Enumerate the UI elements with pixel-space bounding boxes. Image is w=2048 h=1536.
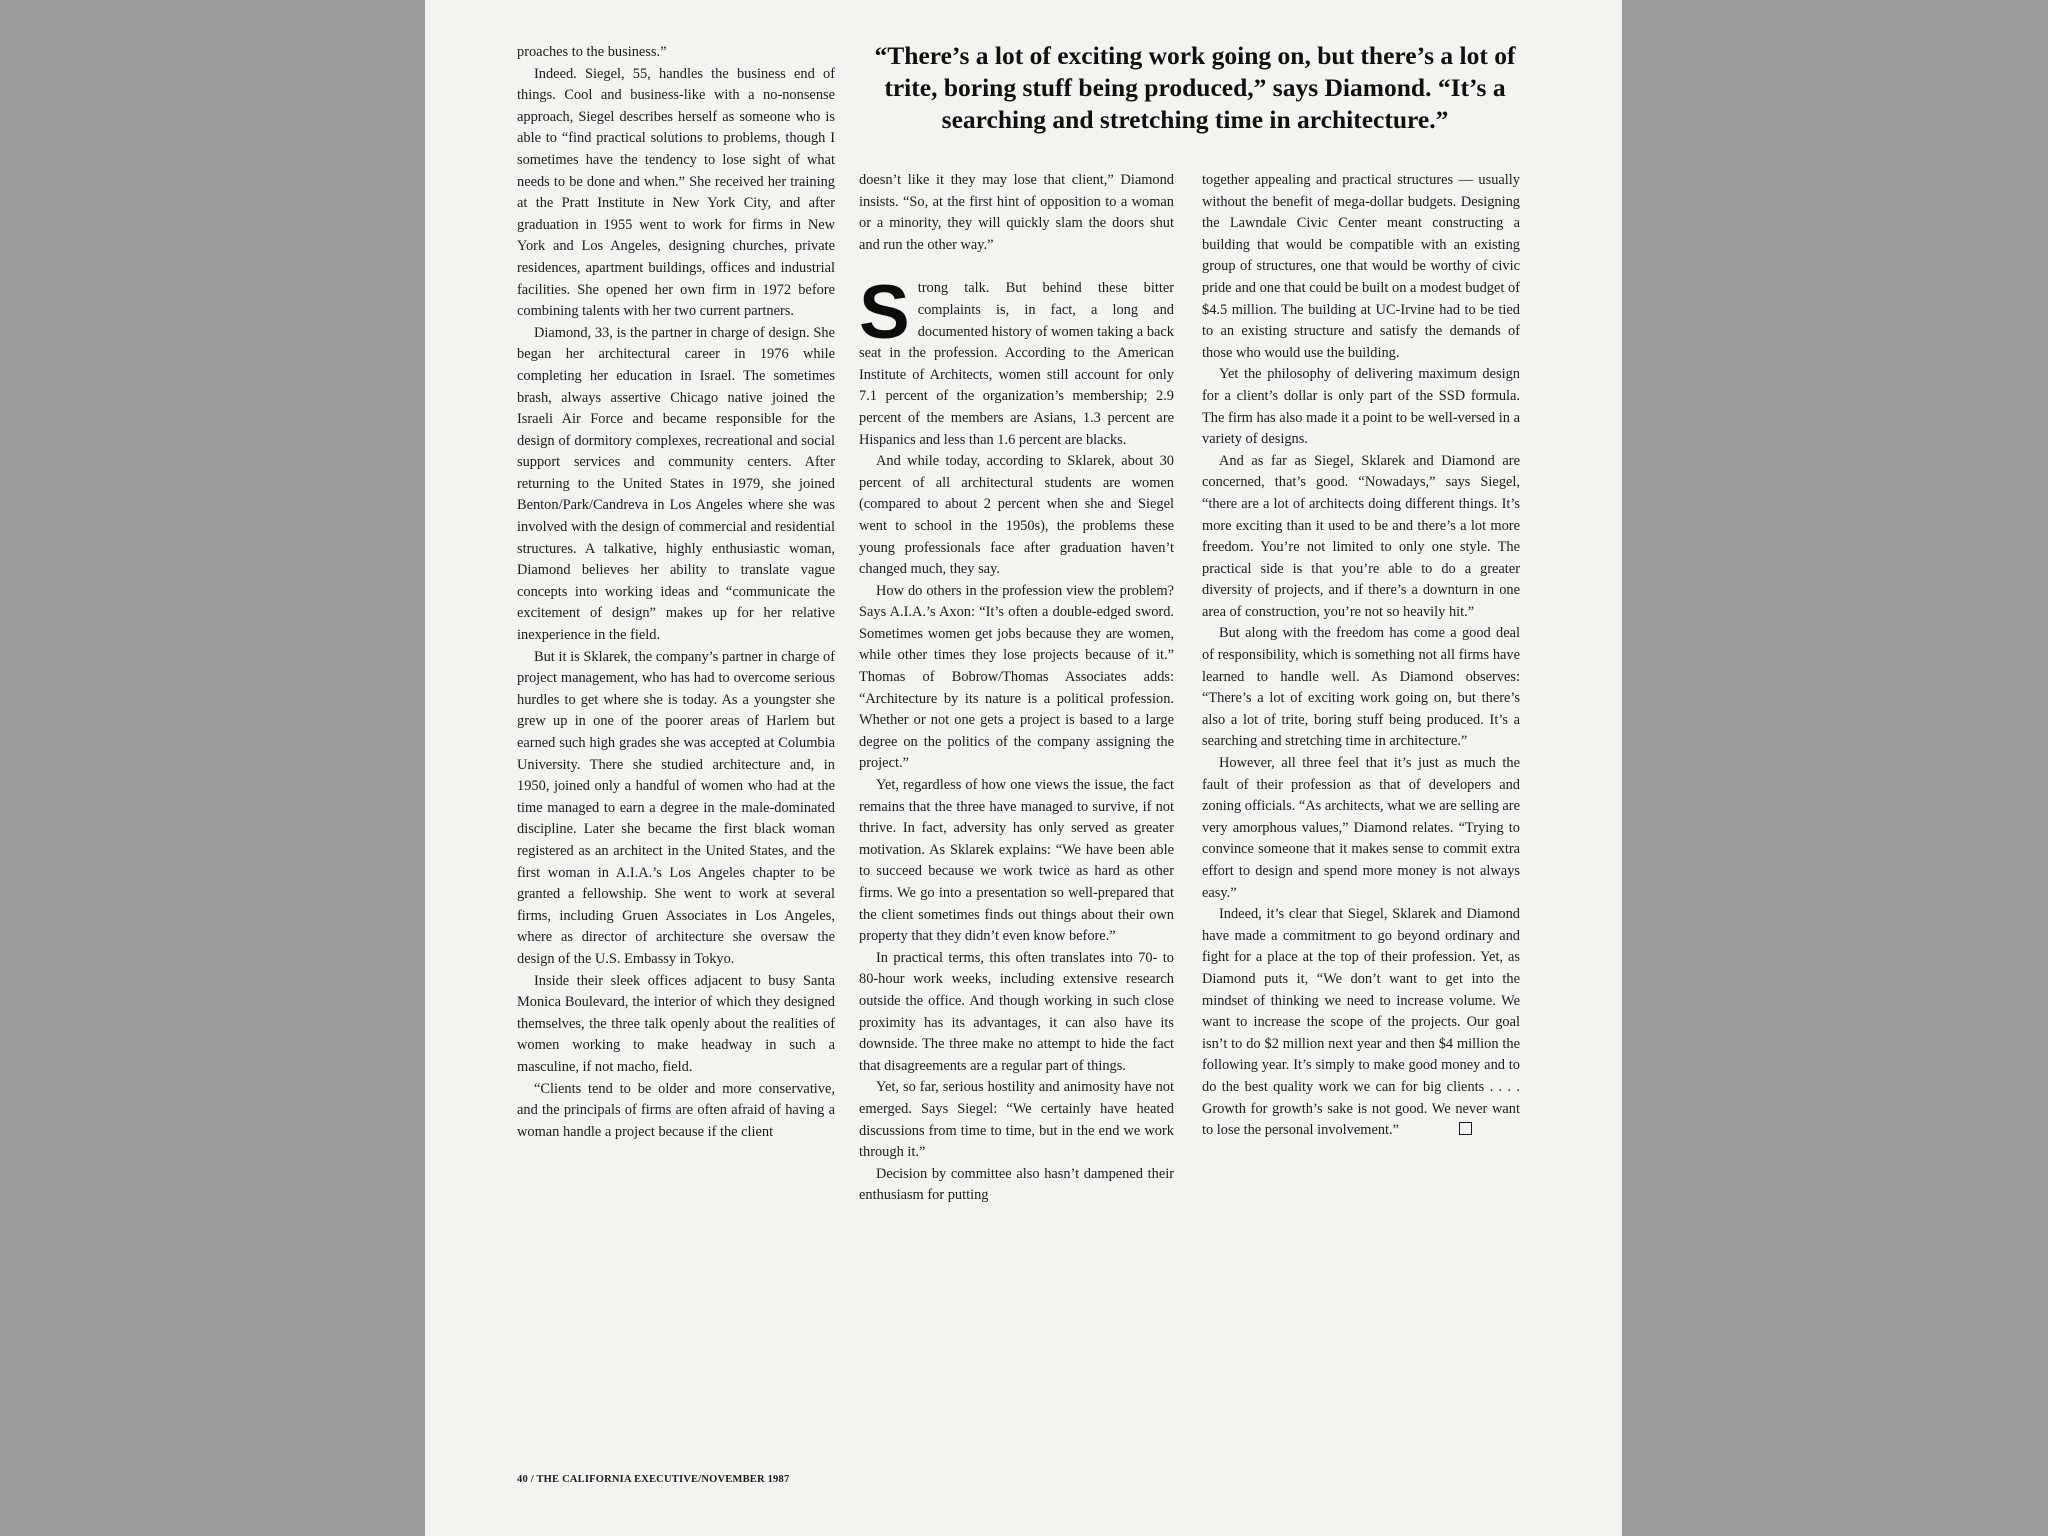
paragraph: However, all three feel that it’s just as much the fault of their profession as that of developers and zoning officials. “As architects, what we are selling are very amorphous values,” Diamond relates. “Trying to convince someone that it makes sense to commit extra effort to design and spend more money is not always easy.”	[1202, 755, 1520, 901]
paragraph: In practical terms, this often translates into 70- to 80-hour work weeks, including extensive research outside the office. And though working in such close proximity has its advantages, it can also have its downside. The three make no attempt to hide the fact that disagreements are a regular part of things.	[859, 949, 1174, 1074]
paragraph: “Clients tend to be older and more conservative, and the principals of firms are often afraid of having a woman handle a project because if the client	[517, 1080, 835, 1140]
paragraph: But it is Sklarek, the company’s partner in charge of project management, who has had to overcome serious hurdles to get where she is today. As a youngster she grew up in one of the poorer areas of Harlem but earned such high grades she was accepted at Columbia University. There she studied architecture and, in 1950, joined only a handful of women who had at the time managed to earn a degree in the male-dominated discipline. Later she became the first black woman registered as an architect in the United States, and the first woman in A.I.A.’s Los Angeles chapter to be granted a fellowship. She went to work at several firms, including Gruen Associates in Los Angeles, where as director of architecture she oversaw the design of the U.S. Embassy in Tokyo.	[517, 648, 835, 967]
final-paragraph	[1202, 904, 1520, 1142]
article-column-2	[859, 170, 1174, 1207]
final-paragraph-text: Indeed, it’s clear that Siegel, Sklarek and Diamond have made a commitment to go beyond ordinary and fight for a place at the top of their profession. Yet, as Diamond puts it, “We don’t want to get into the mindset of thinking we need to increase volume. We want to increase the scope of the projects. Our goal isn’t to do $2 million next year and then $4 million the following year. It’s simply to make good money and to do the best quality work we can for big clients . . . . Growth for growth’s sake is not good. We never want to lose the personal involvement.”	[1202, 906, 1520, 1139]
drop-cap-letter: S	[859, 270, 910, 356]
end-of-article-mark-icon	[1459, 1122, 1472, 1135]
paragraph: doesn’t like it they may lose that client,” Diamond insists. “So, at the first hint of opposition to a woman or a minority, they will quickly slam the doors shut and run the other way.”	[859, 172, 1174, 253]
magazine-page	[425, 0, 1622, 1536]
paragraph: And while today, according to Sklarek, about 30 percent of all architectural students are women (compared to about 2 percent when she and Siegel went to school in the 1950s), the problems these young professionals face after graduation haven’t changed much, they say.	[859, 453, 1174, 578]
paragraph: And as far as Siegel, Sklarek and Diamond are concerned, that’s good. “Nowadays,” says Siegel, “there are a lot of architects doing different things. It’s more exciting than it used to be and there’s a lot more freedom. You’re not limited to only one style. The practical side is that you’re able to do a greater diversity of projects, and if there’s a downturn in one area of construction, you’re not so heavily hit.”	[1202, 452, 1520, 620]
paragraph: Indeed. Siegel, 55, handles the business end of things. Cool and business-like with a no-nonsense approach, Siegel describes herself as someone who is able to “find practical solutions to problems, though I sometimes have the tendency to lose sight of what needs to be done and when.” She received her training at the Pratt Institute in New York City, and after graduation in 1955 went to work for firms in New York and Los Angeles, designing churches, private residences, apartment buildings, offices and industrial facilities. She opened her own firm in 1972 before combining talents with her two current partners.	[517, 65, 835, 320]
paragraph: But along with the freedom has come a good deal of responsibility, which is something not all firms have learned to handle well. As Diamond observes: “There’s a lot of exciting work going on, but there’s also a lot of trite, boring stuff being produced. It’s a searching and stretching time in architecture.”	[1202, 625, 1520, 750]
paragraph: together appealing and practical structures — usually without the benefit of mega-dollar budgets. Designing the Lawndale Civic Center meant constructing a building that would be compatible with an existing group of structures, one that would be worthy of civic pride and one that could be built on a modest budget of $4.5 million. The building at UC-Irvine had to be tied to an existing structure and satisfy the demands of those who would use the building.	[1202, 172, 1520, 361]
paragraph: Yet the philosophy of delivering maximum design for a client’s dollar is only part of the SSD formula. The firm has also made it a point to be well-versed in a variety of designs.	[1202, 366, 1520, 448]
drop-cap-paragraph	[859, 270, 1174, 451]
pull-quote: “There’s a lot of exciting work going on, but there’s a lot of trite, boring stuff being produced,” says Diamond. “It’s a searching and stretching time in architecture.”	[874, 41, 1516, 134]
paragraph: proaches to the business.”	[517, 44, 667, 60]
article-column-3	[1202, 170, 1520, 1142]
paragraph: Decision by committee also hasn’t dampened their enthusiasm for putting	[859, 1165, 1174, 1204]
paragraph: Yet, so far, serious hostility and animosity have not emerged. Says Siegel: “We certainly have heated discussions from time to time, but in the end we work through it.”	[859, 1079, 1174, 1161]
paragraph: How do others in the profession view the problem? Says A.I.A.’s Axon: “It’s often a double-edged sword. Sometimes women get jobs because they are women, while other times they lose projects because of it.” Thomas of Bobrow/Thomas Associates adds: “Architecture by its nature is a political profession. Whether or not one gets a project is based to a large degree on the politics of the company assigning the project.”	[859, 582, 1174, 772]
drop-cap-paragraph-text: trong talk. But behind these bitter complaints is, in fact, a long and documented history of women taking a back seat in the profession. According to the American Institute of Architects, women still account for only 7.1 percent of the organization’s membership; 2.9 percent of the members are Asians, 1.3 percent are Hispanics and less than 1.6 percent are blacks.	[859, 280, 1174, 448]
paragraph: Yet, regardless of how one views the issue, the fact remains that the three have managed to survive, if not thrive. In fact, adversity has only served as greater motivation. As Sklarek explains: “We have been able to succeed because we work twice as hard as other firms. We go into a presentation so well-prepared that the client sometimes finds out things about their own property that they didn’t even know before.”	[859, 777, 1174, 945]
article-column-1	[517, 42, 835, 1143]
page-folio: 40 / THE CALIFORNIA EXECUTIVE/NOVEMBER 1987	[517, 1474, 790, 1485]
paragraph: Diamond, 33, is the partner in charge of design. She began her architectural career in 1976 while completing her education in Israel. The sometimes brash, always assertive Chicago native joined the Israeli Air Force and became responsible for the design of dormitory complexes, recreational and social support services and community centers. After returning to the United States in 1979, she joined Benton/Park/Candreva in Los Angeles where she was involved with the design of commercial and residential structures. A talkative, highly enthusiastic woman, Diamond believes her ability to translate vague concepts into working ideas and “communicate the excitement of design” makes up for her relative inexperience in the field.	[517, 324, 835, 644]
paragraph: Inside their sleek offices adjacent to busy Santa Monica Boulevard, the interior of which they designed themselves, the three talk openly about the realities of women working to make headway in such a masculine, if not macho, field.	[517, 972, 835, 1075]
